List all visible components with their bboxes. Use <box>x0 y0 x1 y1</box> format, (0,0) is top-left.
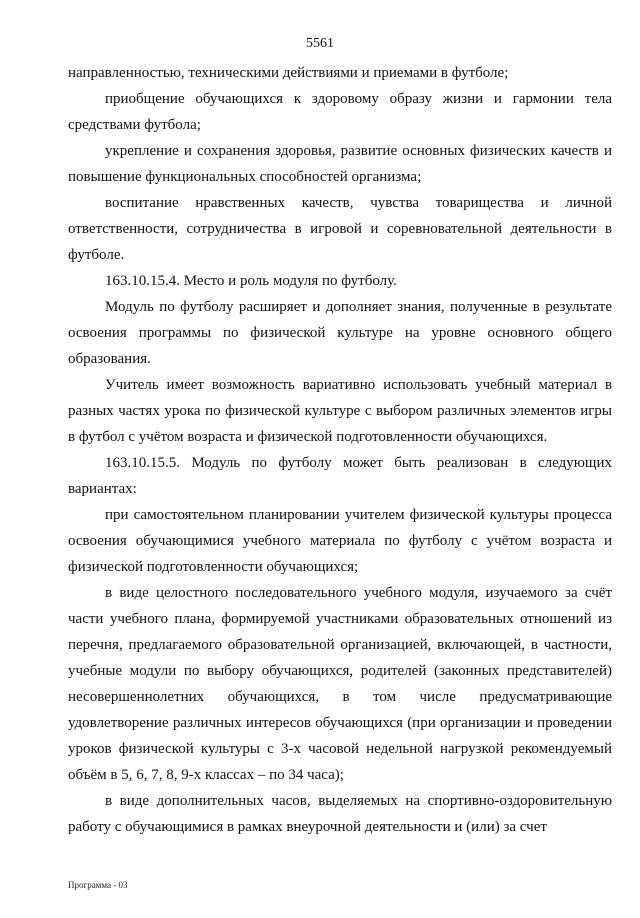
paragraph-module-role: Модуль по футболу расширяет и дополняет знания, полученные в результате освоения программы по физической культуре на уровне основного общего образования. <box>68 299 612 367</box>
paragraph-variant-extra-hours: в виде дополнительных часов, выделяемых на спортивно-оздоровительную работу с обучающимися в рамках внеурочной деятельности и (или) за счет <box>68 793 612 835</box>
paragraph-variant-module: в виде целостного последовательного учебного модуля, изучаемого за счёт части учебного плана, формируемой участниками образовательных отношений из перечня, предлагаемого образовательной организацией, включающей, в частности, учебные модули по выбору обучающихся, родителей (законных представителей) несовершеннолетних обучающихся, в том числе предусматривающие удовлетворение различных интересов обучающихся (при организации и проведении уроков физической культуры с 3-х часовой недельной нагрузкой рекомендуемый объём в 5, 6, 7, 8, 9-х классах – по 34 часа); <box>68 585 612 783</box>
paragraph-teacher-options: Учитель имеет возможность вариативно использовать учебный материал в разных частях урока по физической культуре с выбором различных элементов игры в футбол с учётом возраста и физической подготовленности обучающихся. <box>68 377 612 445</box>
footer-label: Программа - 03 <box>68 880 128 890</box>
section-heading-163-10-15-4: 163.10.15.4. Место и роль модуля по футболу. <box>105 273 397 289</box>
section-heading-163-10-15-5: 163.10.15.5. Модуль по футболу может быть реализован в следующих вариантах: <box>68 455 612 497</box>
page-number: 5561 <box>306 36 334 51</box>
paragraph-variant-self-planning: при самостоятельном планировании учителем физической культуры процесса освоения обучающимися учебного материала по футболу с учётом возраста и физической подготовленности обучающихся; <box>68 507 612 575</box>
paragraph-continuation: направленностью, техническими действиями и приемами в футболе; <box>68 65 509 81</box>
paragraph-health-strengthening: укрепление и сохранения здоровья, развитие основных физических качеств и повышение функциональных способностей организма; <box>68 143 612 185</box>
body-text <box>68 60 612 840</box>
paragraph-health-lifestyle: приобщение обучающихся к здоровому образу жизни и гармонии тела средствами футбола; <box>68 91 612 133</box>
paragraph-moral-education: воспитание нравственных качеств, чувства товарищества и личной ответственности, сотрудничества в игровой и соревновательной деятельности в футболе. <box>68 195 612 263</box>
